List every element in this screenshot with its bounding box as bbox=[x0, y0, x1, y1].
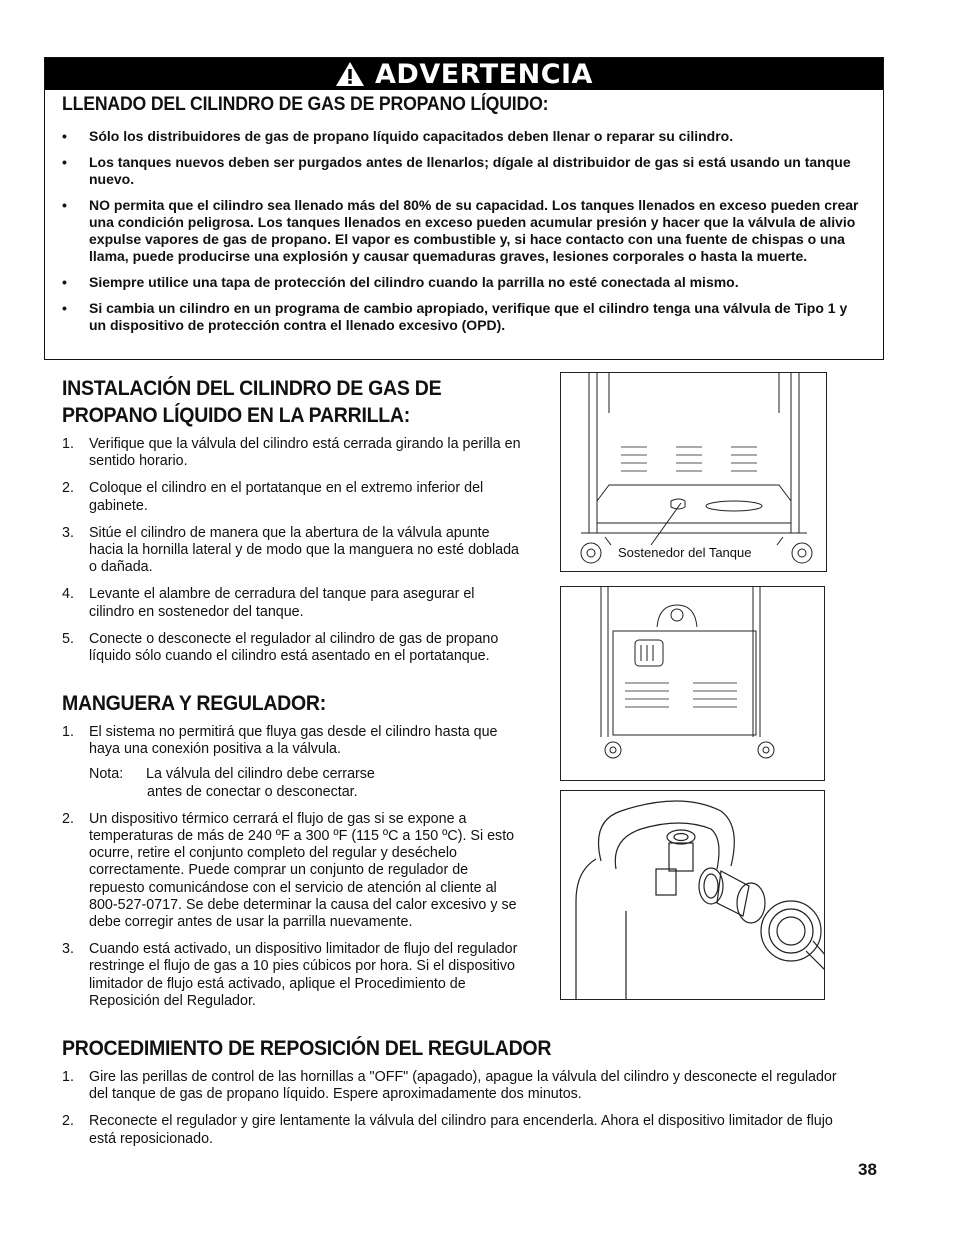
list-item: 5. Conecte o desconecte el regulador al cilindro de gas de propano líquido sólo cuando el cilindro está asentado en el portatanque. bbox=[62, 630, 499, 665]
list-item: 2. Reconecte el regulador y gire lentamente la válvula del cilindro para encenderla. Ahora el dispositivo limitador de flujo está reposicionado. bbox=[62, 1113, 833, 1147]
reset-heading: PROCEDIMIENTO DE REPOSICIÓN DEL REGULADOR bbox=[62, 1037, 552, 1060]
installation-heading: INSTALACIÓN DEL CILINDRO DE GAS DE PROPANO LÍQUIDO EN LA PARRILLA: bbox=[62, 377, 442, 427]
list-item: 3. Sitúe el cilindro de manera que la abertura de la válvula apunte hacia la hornilla lateral y de modo que la manguera no esté doblada o dañada. bbox=[62, 524, 519, 576]
page-number: 38 bbox=[858, 1160, 877, 1179]
reset-steps bbox=[62, 1069, 842, 1158]
warning-item: • Siempre utilice una tapa de protección del cilindro cuando la parrilla no esté conectada al mismo. bbox=[62, 274, 739, 290]
list-item: 1. El sistema no permitirá que fluya gas desde el cilindro hasta que haya una conexión positiva a la válvula. bbox=[62, 724, 498, 758]
warning-title: ADVERTENCIA bbox=[375, 58, 593, 90]
installation-steps bbox=[62, 436, 522, 675]
warning-item: • Si cambia un cilindro en un programa de cambio apropiado, verifique que el cilindro tenga una válvula de Tipo 1 y un dispositivo de protección contra el llenado excesivo (OPD). bbox=[62, 300, 848, 333]
warning-heading: LLENADO DEL CILINDRO DE GAS DE PROPANO LÍQUIDO: bbox=[62, 94, 549, 115]
warning-item: • Los tanques nuevos deben ser purgados antes de llenarlos; dígale al distribuidor de gas si está usando un tanque nuevo. bbox=[62, 154, 851, 187]
grill-cabinet-illustration bbox=[561, 373, 827, 572]
list-item: 2. Coloque el cilindro en el portatanque en el extremo inferior del gabinete. bbox=[62, 480, 484, 514]
list-item: 4. Levante el alambre de cerradura del tanque para asegurar el cilindro en sostenedor del tanque. bbox=[62, 586, 475, 620]
figure-tank-holder bbox=[560, 372, 827, 572]
regulator-illustration bbox=[561, 791, 825, 1000]
figure-cabinet-tank bbox=[560, 586, 825, 781]
warning-title-bar bbox=[45, 58, 883, 90]
list-item: 1. Verifique que la válvula del cilindro está cerrada girando la perilla en sentido horario. bbox=[62, 436, 521, 470]
cabinet-tank-illustration bbox=[561, 587, 825, 781]
warning-triangle-icon bbox=[335, 61, 365, 87]
list-item: 2. Un dispositivo térmico cerrará el flujo de gas si se expone a temperaturas de más de 240 ºF a 300 ºF (115 ºC a 150 ºC). Si esto ocurre, retire el conjunto completo del regular y deséchelo correctamente. Puede comprar un conjunto de regulador de repuesto comunicándose con el servicio de atención al cliente al 800-527-0717. Se debe determinar la causa del calor excesivo y se debe corregir antes de usar la parrilla nuevamente. bbox=[62, 810, 517, 931]
warning-list bbox=[62, 128, 867, 343]
list-item: 3. Cuando está activado, un dispositivo limitador de flujo del regulador restringe el flujo de gas a 10 pies cúbicos por hora. Si el dispositivo limitador de flujo está activado, aplique el Procedimiento de Reposición del Regulador. bbox=[62, 941, 518, 1009]
figure-regulator-connection bbox=[560, 790, 825, 1000]
warning-item: • Sólo los distribuidores de gas de propano líquido capacitados deben llenar o reparar su cilindro. bbox=[62, 128, 734, 144]
list-item: 1. Gire las perillas de control de las hornillas a "OFF" (apagado), apague la válvula del cilindro y desconecte el regulador del tanque de gas de propano líquido. Espere aproximadamente dos minutos. bbox=[62, 1069, 837, 1103]
note: Nota: La válvula del cilindro debe cerrarse antes de conectar o desconectar. bbox=[89, 766, 375, 800]
hose-heading: MANGUERA Y REGULADOR: bbox=[62, 692, 326, 715]
hose-steps bbox=[62, 724, 527, 1020]
warning-item: • NO permita que el cilindro sea llenado más del 80% de su capacidad. Los tanques llenados en exceso pueden crear una condición peligrosa. Los tanques llenados en exceso pueden acumular presión y hacer que la válvula de alivio expulse vapores de gas de propano. El vapor es combustible y, si hace contacto con una fuente de chispas o una llama, puede producirse una explosión y causar quemaduras graves, lesiones corporales o hasta la muerte. bbox=[62, 197, 859, 264]
warning-box bbox=[44, 57, 884, 360]
figure-caption: Sostenedor del Tanque bbox=[618, 545, 752, 560]
